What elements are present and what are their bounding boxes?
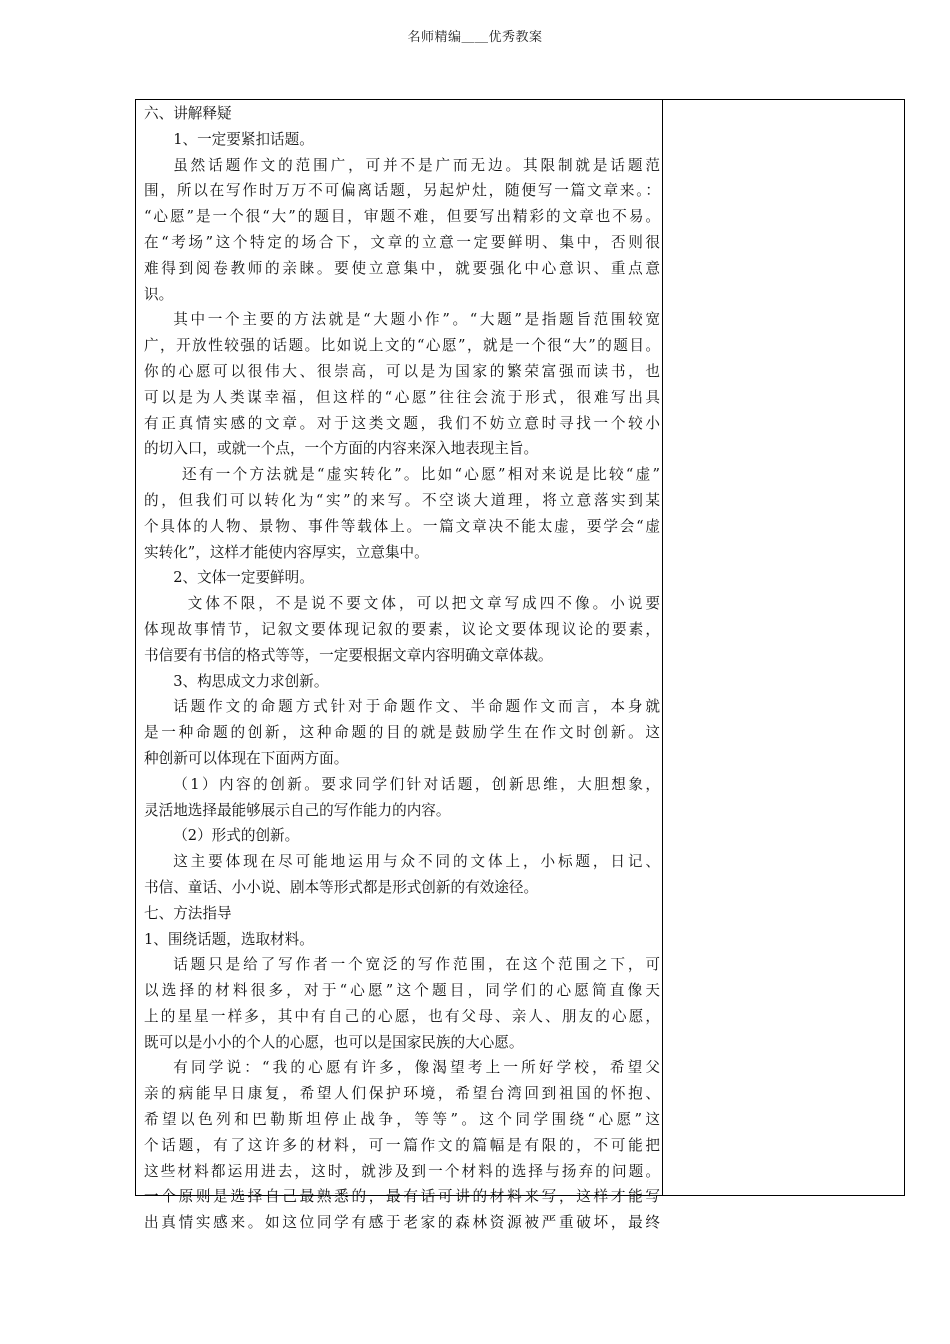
text-line: “心愿”是一个很“大”的题目，审题不难，但要写出精彩的文章也不易。 (144, 208, 660, 226)
text-line: 有同学说：“我的心愿有许多，像渴望考上一所好学校，希望父 (173, 1059, 660, 1077)
text-line: 还有一个方法就是“虚实转化”。比如“心愿”相对来说是比较“虚” (181, 466, 660, 484)
text-line: 书信要有书信的格式等等，一定要根据文章内容明确文章体裁。 (144, 646, 553, 664)
text-line: 识。 (144, 285, 174, 303)
text-line: 灵活地选择最能够展示自己的写作能力的内容。 (144, 801, 451, 819)
text-line: 话题作文的命题方式针对于命题作文、半命题作文而言，本身就 (173, 698, 660, 716)
text-line: 2、文体一定要鲜明。 (173, 569, 314, 587)
text-line: 种创新可以体现在下面两方面。 (144, 749, 349, 767)
text-line: 既可以是小小的个人的心愿，也可以是国家民族的大心愿。 (144, 1033, 524, 1051)
text-line: 可以是为人类谋幸福，但这样的“心愿”往往会流于形式，很难写出具 (144, 388, 660, 406)
text-line: 难得到阅卷教师的亲睐。要使立意集中，就要强化中心意识、重点意 (144, 259, 660, 277)
text-line: 的，但我们可以转化为“实”的来写。不空谈大道理，将立意落实到某 (144, 491, 660, 509)
text-line: （2）形式的创新。 (173, 827, 300, 845)
text-line: 上的星星一样多，其中有自己的心愿，也有父母、亲人、朋友的心愿， (144, 1007, 660, 1025)
text-line: 围，所以在写作时万万不可偏离话题，另起炉灶，随便写一篇文章来。： (144, 182, 660, 200)
text-line: 3、构思成文力求创新。 (173, 672, 329, 690)
text-line: 广，开放性较强的话题。比如说上文的“心愿”，就是一个很“大”的题目。 (144, 337, 660, 355)
text-line: 亲的病能早日康复，希望人们保护环境，希望台湾回到祖国的怀抱、 (144, 1085, 660, 1103)
text-line: 这些材料都运用进去，这时，就涉及到一个材料的选择与扬弃的问题。 (144, 1162, 660, 1180)
text-line: 话题只是给了写作者一个宽泛的写作范围，在这个范围之下，可 (173, 956, 660, 974)
text-line: 一个原则是选择自己最熟悉的，最有话可讲的材料来写，这样才能写 (144, 1188, 660, 1206)
page-header-watermark: 名师精编＿＿优秀教案 (407, 30, 543, 45)
text-line: 是一种命题的创新，这种命题的目的就是鼓励学生在作文时创新。这 (144, 724, 660, 742)
text-line: 文体不限，不是说不要文体，可以把文章写成四不像。小说要 (187, 595, 660, 613)
text-line: 这主要体现在尽可能地运用与众不同的文体上，小标题，日记、 (173, 853, 660, 871)
text-line: 其中一个主要的方法就是“大题小作”。“大题”是指题旨范围较宽 (173, 311, 660, 329)
text-line: （1）内容的创新。要求同学们针对话题，创新思维，大胆想象， (173, 775, 660, 793)
text-line: 希望以色列和巴勒斯坦停止战争，等等”。这个同学围绕“心愿”这 (144, 1111, 660, 1129)
text-line: 六、讲解释疑 (144, 105, 232, 122)
notes-cell (663, 100, 904, 1195)
text-line: 虽然话题作文的范围广，可并不是广而无边。其限制就是话题范 (173, 156, 660, 174)
text-line: 体现故事情节，记叙文要体现记叙的要素，议论文要体现议论的要素， (144, 620, 660, 638)
text-line: 个话题，有了这许多的材料，可一篇作文的篇幅是有限的，不可能把 (144, 1136, 660, 1154)
text-line: 个具体的人物、景物、事件等载体上。一篇文章决不能太虚，要学会“虚 (144, 517, 660, 535)
text-line: 的切入口，或就一个点，一个方面的内容来深入地表现主旨。 (144, 440, 539, 458)
text-line: 1、一定要紧扣话题。 (173, 130, 314, 148)
text-line: 书信、童话、小小说、剧本等形式都是形式创新的有效途径。 (144, 878, 539, 896)
text-line: 出真情实感来。如这位同学有感于老家的森林资源被严重破坏，最终 (144, 1214, 660, 1232)
text-line: 有正真情实感的文章。对于这类文题，我们不妨立意时寻找一个较小 (144, 414, 660, 432)
lesson-plan-table (135, 99, 905, 1232)
text-line: 1、围绕话题，选取材料。 (144, 930, 314, 948)
text-line: 你的心愿可以很伟大、很崇高，可以是为国家的繁荣富强而读书，也 (144, 362, 660, 380)
text-line: 以选择的材料很多，对于“心愿”这个题目，同学们的心愿简直像天 (144, 982, 660, 1000)
text-line: 实转化”，这样才能使内容厚实，立意集中。 (144, 543, 429, 561)
content-cell (136, 100, 663, 1232)
text-line: 在“考场”这个特定的场合下，文章的立意一定要鲜明、集中，否则很 (144, 233, 660, 251)
text-line: 七、方法指导 (144, 904, 232, 922)
